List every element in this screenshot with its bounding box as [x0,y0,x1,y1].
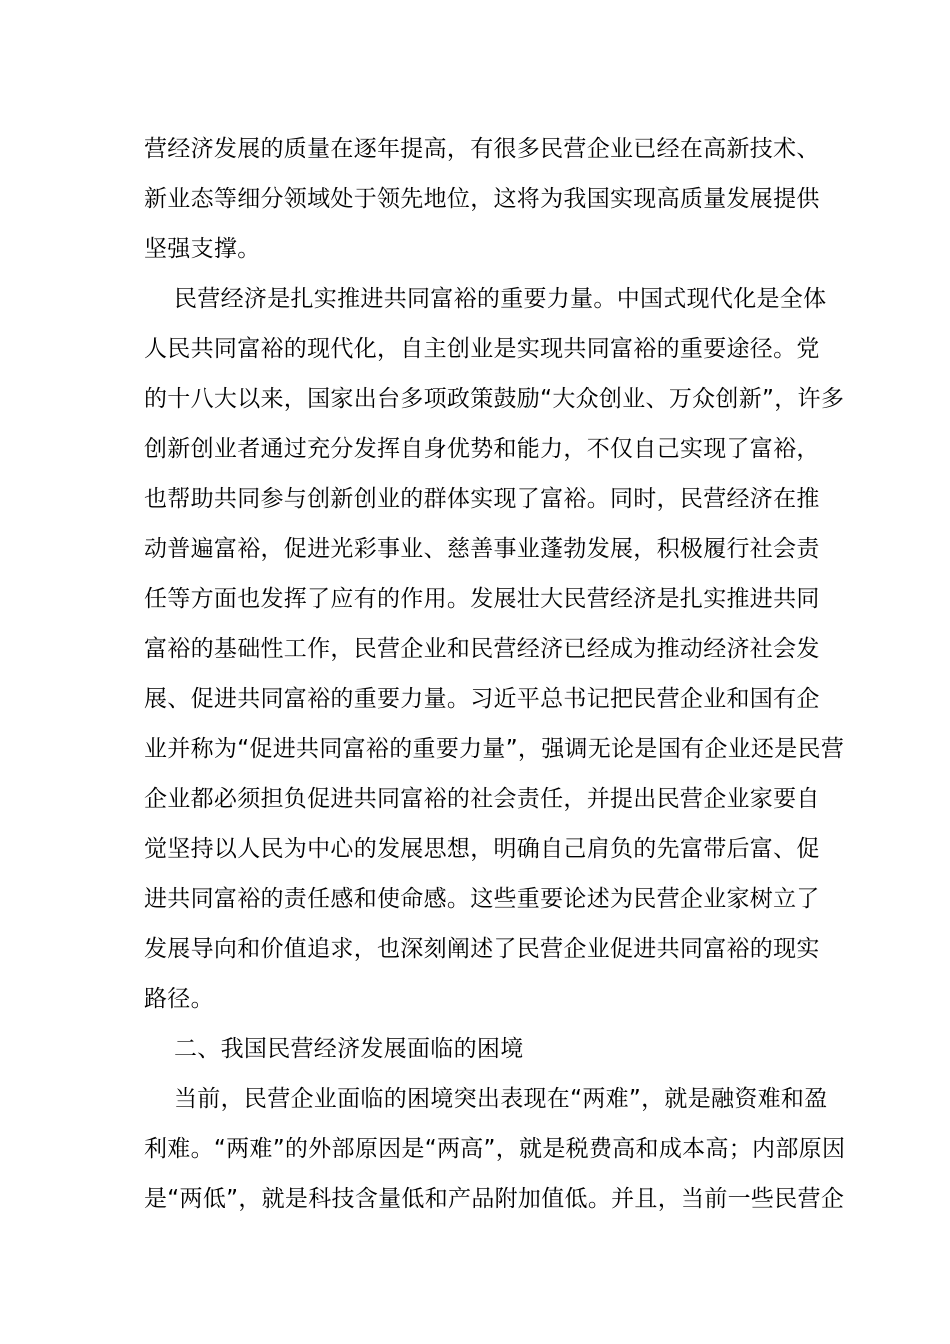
text-line: 觉坚持以人民为中心的发展思想，明确自己肩负的先富带后富、促 [144,836,820,862]
text-line: 的十八大以来，国家出台多项政策鼓励“大众创业、万众创新”，许多 [144,386,845,412]
text-line: 业并称为“促进共同富裕的重要力量”，强调无论是国有企业还是民营 [144,736,845,762]
text-line: 营经济发展的质量在逐年提高，有很多民营企业已经在高新技术、 [144,136,820,162]
text-line: 新业态等细分领域处于领先地位，这将为我国实现高质量发展提供 [144,186,820,212]
text-line: 当前，民营企业面临的困境突出表现在“两难”，就是融资难和盈 [174,1086,828,1112]
text-line: 路径。 [144,986,214,1012]
text-line: 民营经济是扎实推进共同富裕的重要力量。中国式现代化是全体 [174,286,827,312]
text-line: 进共同富裕的责任感和使命感。这些重要论述为民营企业家树立了 [144,886,820,912]
text-line: 坚强支撑。 [144,236,261,262]
text-line: 也帮助共同参与创新创业的群体实现了富裕。同时，民营经济在推 [144,486,820,512]
text-line: 创新创业者通过充分发挥自身优势和能力，不仅自己实现了富裕， [144,436,820,462]
text-line: 展、促进共同富裕的重要力量。习近平总书记把民营企业和国有企 [144,686,820,712]
text-line: 企业都必须担负促进共同富裕的社会责任，并提出民营企业家要自 [144,786,820,812]
text-line: 动普遍富裕，促进光彩事业、慈善事业蓬勃发展，积极履行社会责 [144,536,820,562]
section-heading: 二、我国民营经济发展面临的困境 [174,1036,524,1062]
text-line: 任等方面也发挥了应有的作用。发展壮大民营经济是扎实推进共同 [144,586,820,612]
text-line: 是“两低”，就是科技含量低和产品附加值低。并且，当前一些民营企 [144,1186,845,1212]
text-line: 人民共同富裕的现代化，自主创业是实现共同富裕的重要途径。党 [144,336,820,362]
text-line: 利难。“两难”的外部原因是“两高”，就是税费高和成本高；内部原因 [144,1136,846,1162]
text-line: 富裕的基础性工作，民营企业和民营经济已经成为推动经济社会发 [144,636,820,662]
text-line: 发展导向和价值追求，也深刻阐述了民营企业促进共同富裕的现实 [144,936,820,962]
